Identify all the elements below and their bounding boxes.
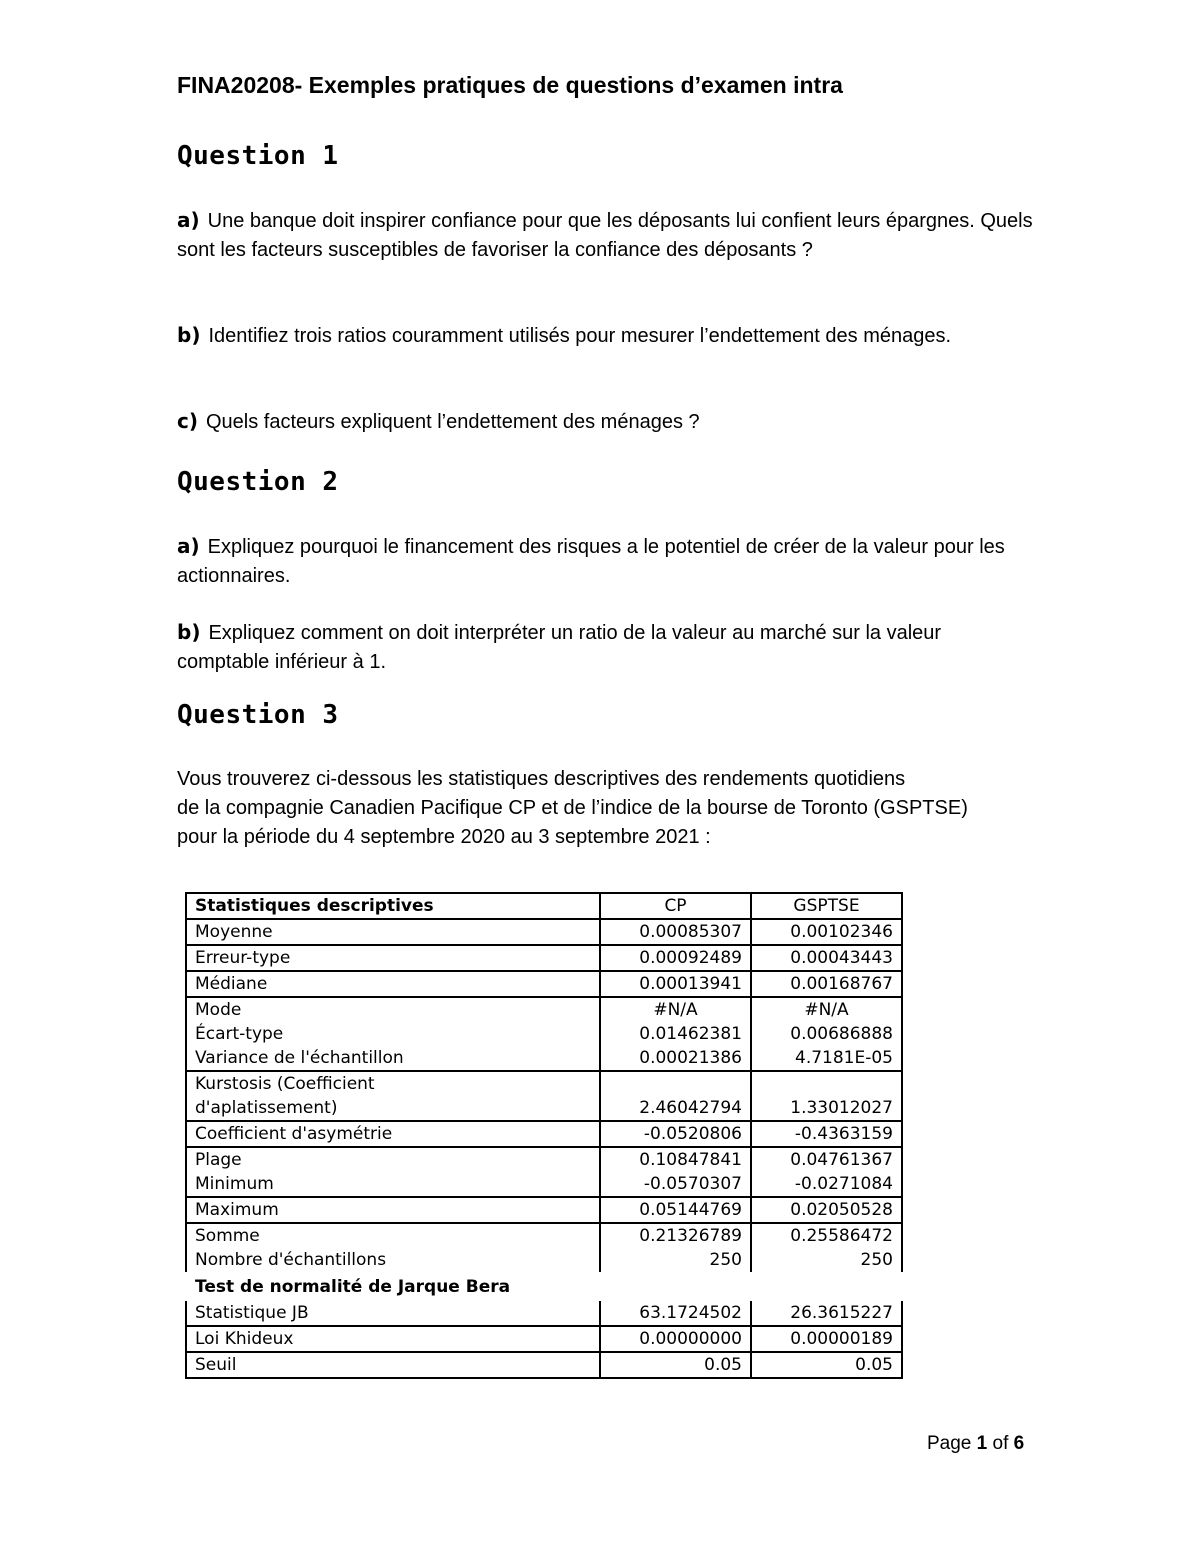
jarque-bera-table <box>185 1301 903 1379</box>
page-word: Page <box>927 1433 972 1454</box>
question-3-intro <box>177 765 1077 852</box>
cp-value: 250 <box>600 1248 751 1272</box>
gsptse-value: 0.00686888 <box>751 1022 902 1046</box>
table-row <box>186 1121 902 1147</box>
question-3-intro-line-1: Vous trouverez ci-dessous les statistiques descriptives des rendements quotidiens <box>177 768 906 790</box>
header-gsptse: GSPTSE <box>751 893 902 919</box>
row-label: Somme <box>186 1223 600 1248</box>
gsptse-value: 0.00168767 <box>751 971 902 997</box>
question-1a-text: Une banque doit inspirer confiance pour que les déposants lui confient leurs épargnes. Quels sont les facteurs susceptibles de favoriser la confiance des déposants ? <box>177 210 1033 261</box>
table-row <box>186 1223 902 1248</box>
gsptse-value: 0.00102346 <box>751 919 902 945</box>
cp-value: 0.00021386 <box>600 1046 751 1071</box>
document-title: FINA20208- Exemples pratiques de questions d’examen intra <box>177 72 843 98</box>
table-row <box>186 919 902 945</box>
row-label: Erreur-type <box>186 945 600 971</box>
gsptse-value: 0.02050528 <box>751 1197 902 1223</box>
cp-value: 0.10847841 <box>600 1147 751 1172</box>
row-label: Moyenne <box>186 919 600 945</box>
gsptse-value: 250 <box>751 1248 902 1272</box>
question-1-heading: Question 1 <box>177 141 339 171</box>
question-3-intro-line-2: de la compagnie Canadien Pacifique CP et de l’indice de la bourse de Toronto (GSPTSE) <box>177 797 968 819</box>
table-row <box>186 1326 902 1352</box>
cp-value: 0.01462381 <box>600 1022 751 1046</box>
row-label: Écart-type <box>186 1022 600 1046</box>
row-label-line-1: Kurstosis (Coefficient <box>195 1074 375 1094</box>
cp-value: 0.00000000 <box>600 1326 751 1352</box>
table-row <box>186 1301 902 1326</box>
table-row <box>186 945 902 971</box>
cp-value: -0.0520806 <box>600 1121 751 1147</box>
table-header-row <box>186 893 902 919</box>
cp-value: 0.00013941 <box>600 971 751 997</box>
cp-value: 2.46042794 <box>600 1071 751 1121</box>
table-row <box>186 1248 902 1272</box>
row-label: Seuil <box>186 1352 600 1378</box>
cp-value: 0.00092489 <box>600 945 751 971</box>
cp-value: 0.21326789 <box>600 1223 751 1248</box>
cp-value: 0.00085307 <box>600 919 751 945</box>
question-1c <box>177 407 1037 437</box>
row-label: Loi Khideux <box>186 1326 600 1352</box>
gsptse-value: 0.00043443 <box>751 945 902 971</box>
question-3-intro-line-3: pour la période du 4 septembre 2020 au 3 septembre 2021 : <box>177 826 711 848</box>
page-footer <box>927 1433 1024 1455</box>
question-2a-text: Expliquez pourquoi le financement des risques a le potentiel de créer de la valeur pour les actionnaires. <box>177 536 1005 587</box>
header-cp: CP <box>600 893 751 919</box>
row-label-line-2: d'aplatissement) <box>195 1098 338 1118</box>
of-word: of <box>992 1433 1009 1454</box>
gsptse-value: 1.33012027 <box>751 1071 902 1121</box>
table-row <box>186 1147 902 1172</box>
header-label: Statistiques descriptives <box>186 893 600 919</box>
table-row <box>186 997 902 1022</box>
question-1b <box>177 321 1037 351</box>
row-label: Statistique JB <box>186 1301 600 1326</box>
gsptse-value: 4.7181E-05 <box>751 1046 902 1071</box>
gsptse-value: 0.05 <box>751 1352 902 1378</box>
row-label: Maximum <box>186 1197 600 1223</box>
row-label: Coefficient d'asymétrie <box>186 1121 600 1147</box>
question-1b-text: Identifiez trois ratios couramment utilisés pour mesurer l’endettement des ménages. <box>208 325 952 347</box>
row-label: Médiane <box>186 971 600 997</box>
row-label: Variance de l'échantillon <box>186 1046 600 1071</box>
page-number: 1 <box>976 1433 988 1454</box>
cp-value: 0.05 <box>600 1352 751 1378</box>
row-label <box>186 1071 600 1121</box>
table-row <box>186 1352 902 1378</box>
question-1c-label: c) <box>177 409 198 433</box>
question-1b-label: b) <box>177 323 201 347</box>
table-row <box>186 971 902 997</box>
question-1c-text: Quels facteurs expliquent l’endettement des ménages ? <box>206 411 700 433</box>
question-2a <box>177 532 1037 591</box>
cp-value: 0.05144769 <box>600 1197 751 1223</box>
gsptse-value: 26.3615227 <box>751 1301 902 1326</box>
gsptse-value: #N/A <box>751 997 902 1022</box>
question-2b-label: b) <box>177 620 201 644</box>
table-row <box>186 1197 902 1223</box>
page-total: 6 <box>1013 1433 1025 1454</box>
gsptse-value: -0.4363159 <box>751 1121 902 1147</box>
question-1a-label: a) <box>177 208 200 232</box>
gsptse-value: -0.0271084 <box>751 1172 902 1197</box>
gsptse-value: 0.00000189 <box>751 1326 902 1352</box>
jarque-bera-title: Test de normalité de Jarque Bera <box>195 1277 511 1297</box>
table-row <box>186 1022 902 1046</box>
question-3-heading: Question 3 <box>177 700 339 730</box>
row-label: Mode <box>186 997 600 1022</box>
cp-value: #N/A <box>600 997 751 1022</box>
descriptive-stats-table <box>185 892 903 1272</box>
question-2-heading: Question 2 <box>177 467 339 497</box>
question-2b-text: Expliquez comment on doit interpréter un ratio de la valeur au marché sur la valeur comptable inférieur à 1. <box>177 622 942 673</box>
row-label: Minimum <box>186 1172 600 1197</box>
gsptse-value: 0.04761367 <box>751 1147 902 1172</box>
question-1a <box>177 206 1037 265</box>
question-2b <box>177 618 1037 677</box>
question-2a-label: a) <box>177 534 200 558</box>
gsptse-value: 0.25586472 <box>751 1223 902 1248</box>
cp-value: 63.1724502 <box>600 1301 751 1326</box>
table-row <box>186 1046 902 1071</box>
table-row <box>186 1071 902 1121</box>
table-row <box>186 1172 902 1197</box>
cp-value: -0.0570307 <box>600 1172 751 1197</box>
row-label: Plage <box>186 1147 600 1172</box>
row-label: Nombre d'échantillons <box>186 1248 600 1272</box>
